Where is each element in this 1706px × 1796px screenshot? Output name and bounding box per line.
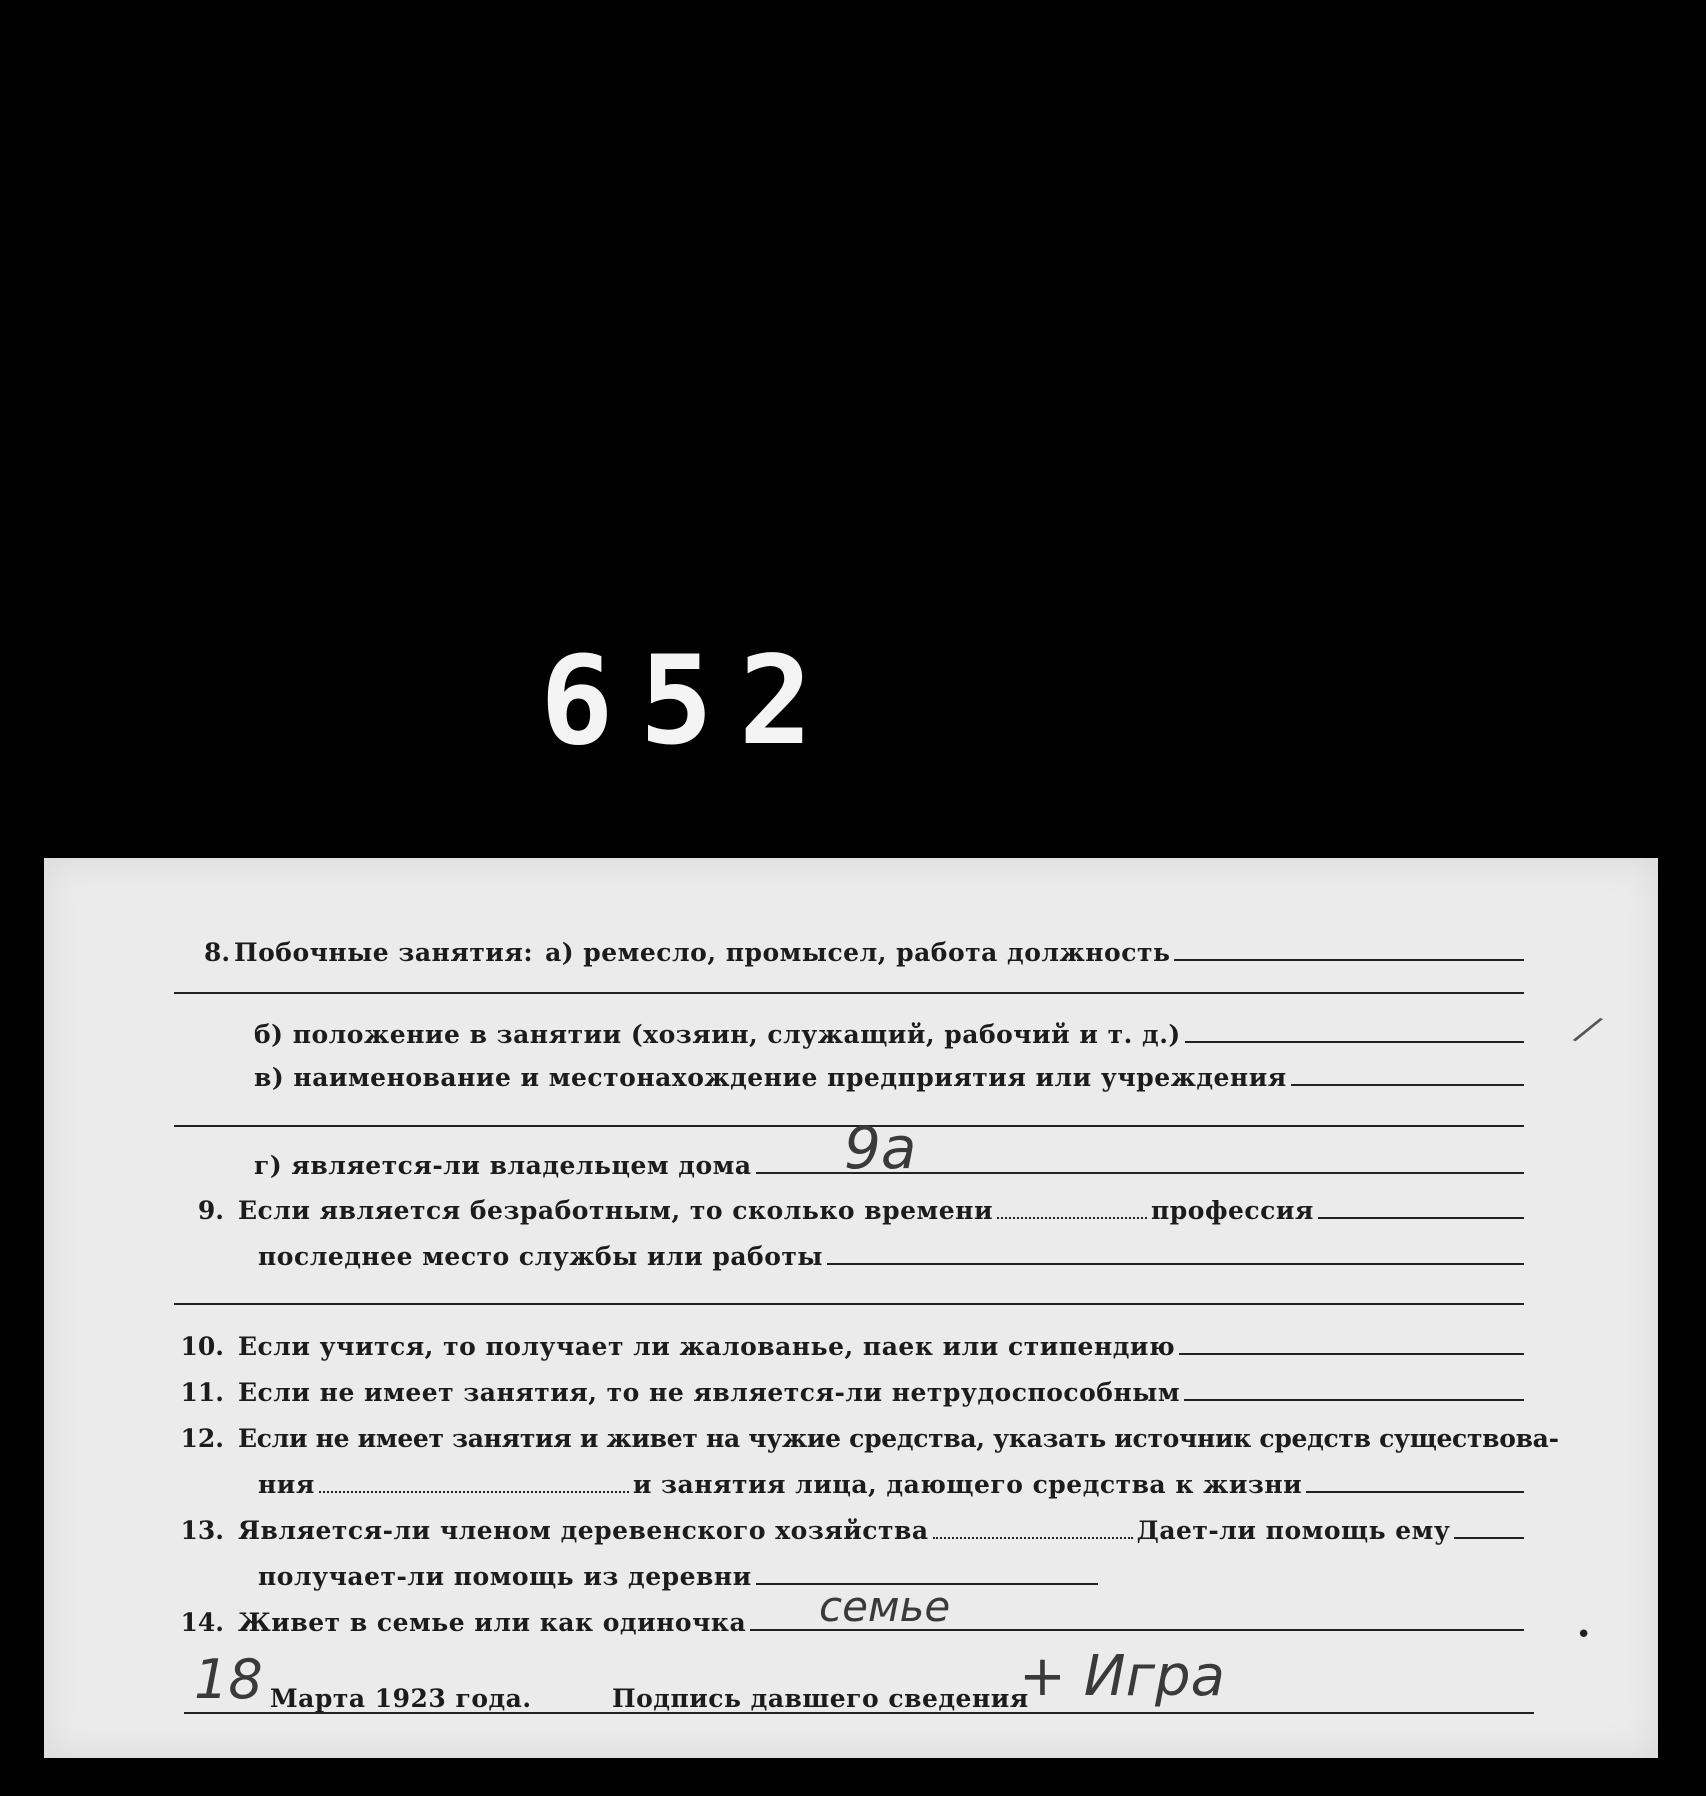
q9-row [164, 1196, 1524, 1225]
q13-help-give-line [1454, 1536, 1524, 1539]
q8a-row: 8. Побочные занятия: а) ремесло, промысел, работа должность [204, 938, 1524, 967]
q8a-text: а) ремесло, промысел, работа должность [545, 938, 1171, 967]
footer-signature: + Игра [1019, 1644, 1225, 1709]
q12-text: Если не имеет занятия и живет на чужие средства, указать источник средств существова- [238, 1424, 1559, 1453]
q8a-line [1174, 958, 1524, 961]
census-card [44, 858, 1658, 1758]
footer-signature-label: Подпись давшего сведения [612, 1684, 1029, 1713]
q12-text2: и занятия лица, дающего средства к жизни [632, 1470, 1303, 1499]
q9-number: 9. [197, 1196, 224, 1225]
ink-spot: • [1576, 1620, 1592, 1650]
q9-last-place-label: последнее место службы или работы [258, 1242, 823, 1271]
footer-day: 18 [194, 1648, 263, 1711]
archive-number: 652 [540, 630, 839, 772]
q11-line [1184, 1398, 1524, 1401]
q12-number: 12. [180, 1424, 224, 1453]
q14-text: Живет в семье или как одиночка [238, 1608, 747, 1637]
footer-date-row [270, 1684, 532, 1713]
q10-number: 10. [180, 1332, 224, 1361]
q10-row [164, 1332, 1524, 1361]
margin-mark: ⁄ [1576, 1008, 1599, 1054]
footer-signature-row [612, 1684, 1029, 1713]
q10-line [1179, 1352, 1524, 1355]
q9-profession-line [1318, 1216, 1524, 1219]
q13-row [164, 1516, 1524, 1545]
q9-time-line [997, 1216, 1147, 1219]
q8b-text: б) положение в занятии (хозяин, служащий, рабочий и т. д.) [254, 1020, 1181, 1049]
q11-row [164, 1378, 1524, 1407]
q13-member-line [933, 1536, 1133, 1539]
q8b-line [1185, 1040, 1524, 1043]
q11-text: Если не имеет занятия, то не является-ли нетрудоспособным [238, 1378, 1181, 1407]
q8a-line-2 [174, 992, 1524, 994]
q8v-line [1291, 1083, 1524, 1086]
q9-last-place-line [827, 1262, 1524, 1265]
q13-number: 13. [180, 1516, 224, 1545]
q12-line [1306, 1490, 1524, 1493]
q8g-text: г) является-ли владельцем дома [254, 1151, 752, 1180]
q9-profession-label: профессия [1150, 1196, 1314, 1225]
q8b-row [254, 1020, 1524, 1049]
q9-last-place-row [258, 1242, 1524, 1271]
q11-number: 11. [180, 1378, 224, 1407]
q13-help-give: Дает-ли помощь ему [1136, 1516, 1451, 1545]
q12-cont-row [258, 1470, 1524, 1499]
footer-date: Марта 1923 года. [270, 1684, 532, 1713]
q9-line-2 [174, 1303, 1524, 1305]
q13-help-get: получает-ли помощь из деревни [258, 1562, 752, 1591]
q13-text: Является-ли членом деревенского хозяйства [238, 1516, 929, 1545]
q12-source-line [319, 1490, 629, 1493]
q8v-text: в) наименование и местонахождение предприятия или учреждения [254, 1063, 1287, 1092]
q10-text: Если учится, то получает ли жалованье, паек или стипендию [238, 1332, 1176, 1361]
q12-cont: ния [258, 1470, 315, 1499]
q14-handwritten-answer: семье [819, 1582, 951, 1631]
q8g-handwritten-answer: 9а [844, 1114, 917, 1182]
q9-text: Если является безработным, то сколько времени [238, 1196, 993, 1225]
q8-label: Побочные занятия: [234, 938, 534, 967]
q12-row [164, 1424, 1564, 1453]
q8v-row [254, 1063, 1524, 1092]
q14-number: 14. [180, 1608, 224, 1637]
q13-help-get-row [258, 1562, 1098, 1591]
